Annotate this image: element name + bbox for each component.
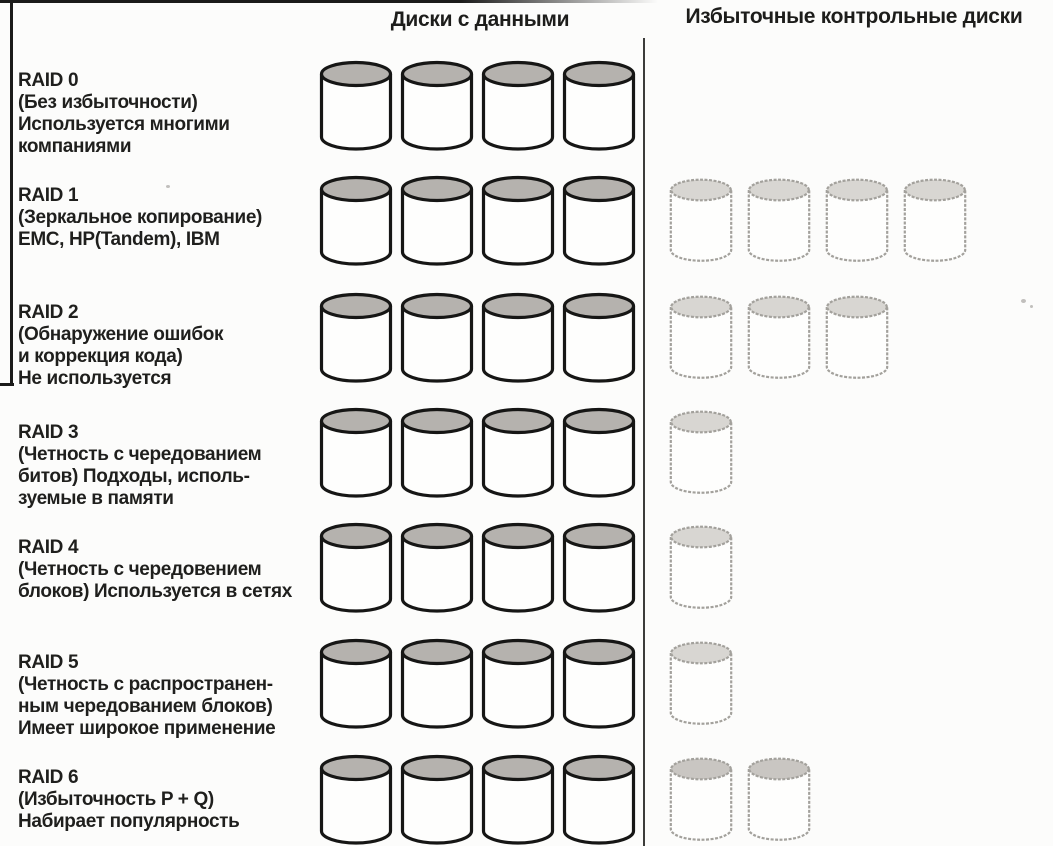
data-disk-cylinder — [318, 407, 394, 499]
data-disk-cylinder — [318, 638, 394, 730]
data-disk-cylinder — [399, 407, 475, 499]
raid-row-label-raid-1 — [18, 185, 318, 251]
check-disk-cylinder — [668, 177, 734, 263]
data-disk-cylinder — [561, 407, 637, 499]
scan-speck — [1021, 299, 1026, 303]
check-disk-cylinder — [824, 177, 890, 263]
check-disks-row-raid-4 — [668, 524, 734, 610]
data-disks-column-header: Диски с данными — [390, 8, 570, 31]
figure-left-border-foot — [0, 383, 14, 386]
data-disks-row-raid-4 — [318, 522, 637, 614]
raid-row-label-raid-4 — [18, 537, 318, 603]
data-disk-cylinder — [399, 638, 475, 730]
check-disks-row-raid-1 — [668, 177, 968, 263]
raid-level-title: RAID 5 — [18, 652, 79, 673]
data-disk-cylinder — [561, 638, 637, 730]
raid-description-line: компаниями — [18, 136, 132, 157]
data-disk-cylinder — [480, 292, 556, 384]
check-disk-cylinder — [668, 640, 734, 726]
raid-description-line: Не используется — [18, 368, 172, 389]
data-disk-cylinder — [561, 522, 637, 614]
raid-level-title: RAID 6 — [18, 767, 79, 788]
raid-row-label-raid-6 — [18, 767, 318, 833]
check-disk-cylinder — [746, 177, 812, 263]
data-disk-cylinder — [399, 60, 475, 152]
check-disk-cylinder — [902, 177, 968, 263]
data-disks-row-raid-5 — [318, 638, 637, 730]
raid-description-line: EMC, HP(Tandem), IBM — [18, 229, 220, 250]
data-disk-cylinder — [399, 292, 475, 384]
data-disk-cylinder — [318, 60, 394, 152]
data-disk-cylinder — [399, 175, 475, 267]
check-disk-cylinder — [668, 409, 734, 495]
raid-row-label-raid-2 — [18, 302, 318, 390]
raid-description-line: ным чередованием блоков) — [18, 696, 273, 717]
raid-description-line: (Без избыточности) — [18, 92, 198, 113]
check-disks-row-raid-3 — [668, 409, 734, 495]
data-disks-row-raid-1 — [318, 175, 637, 267]
check-disks-column-header: Избыточные контрольные диски — [685, 5, 1023, 28]
data-disk-cylinder — [480, 60, 556, 152]
check-disks-row-raid-2 — [668, 294, 890, 380]
raid-row-label-raid-0 — [18, 70, 318, 158]
raid-description-line: Имеет широкое применение — [18, 718, 276, 739]
check-disk-cylinder — [668, 756, 734, 842]
data-disk-cylinder — [480, 638, 556, 730]
raid-level-title: RAID 2 — [18, 302, 79, 323]
data-disk-cylinder — [561, 754, 637, 846]
raid-level-title: RAID 3 — [18, 422, 79, 443]
raid-description-line: Набирает популярность — [18, 811, 240, 832]
scan-speck — [166, 185, 170, 188]
raid-description-line: (Четность с чередовением — [18, 559, 262, 580]
raid-level-title: RAID 0 — [18, 70, 79, 91]
check-disk-cylinder — [668, 524, 734, 610]
raid-description-line: и коррекция кода) — [18, 346, 183, 367]
data-disk-cylinder — [318, 754, 394, 846]
data-disks-row-raid-2 — [318, 292, 637, 384]
check-disk-cylinder — [824, 294, 890, 380]
data-disks-row-raid-3 — [318, 407, 637, 499]
data-disk-cylinder — [318, 522, 394, 614]
figure-top-border — [0, 0, 658, 3]
data-disk-cylinder — [399, 522, 475, 614]
data-disk-cylinder — [480, 754, 556, 846]
data-disks-row-raid-0 — [318, 60, 637, 152]
data-disk-cylinder — [561, 60, 637, 152]
raid-description-line: блоков) Используется в сетях — [18, 581, 293, 602]
check-disk-cylinder — [668, 294, 734, 380]
data-disks-row-raid-6 — [318, 754, 637, 846]
column-divider-line — [643, 38, 645, 846]
raid-description-line: (Четность с чередованием — [18, 444, 262, 465]
data-disk-cylinder — [480, 175, 556, 267]
raid-row-label-raid-5 — [18, 652, 318, 740]
raid-description-line: (Четность с распространен- — [18, 674, 273, 695]
data-disk-cylinder — [480, 407, 556, 499]
raid-level-title: RAID 1 — [18, 185, 79, 206]
data-disk-cylinder — [561, 175, 637, 267]
raid-description-line: зуемые в памяти — [18, 488, 174, 509]
check-disks-row-raid-6 — [668, 756, 812, 842]
raid-description-line: (Избыточность P + Q) — [18, 789, 214, 810]
data-disk-cylinder — [480, 522, 556, 614]
raid-row-label-raid-3 — [18, 422, 318, 510]
raid-level-title: RAID 4 — [18, 537, 79, 558]
data-disk-cylinder — [318, 292, 394, 384]
check-disks-row-raid-5 — [668, 640, 734, 726]
raid-description-line: (Зеркальное копирование) — [18, 207, 263, 228]
raid-description-line: Используется многими — [18, 114, 230, 135]
scan-speck — [1030, 305, 1033, 308]
data-disk-cylinder — [399, 754, 475, 846]
figure-left-border — [10, 0, 13, 385]
check-disk-cylinder — [746, 294, 812, 380]
data-disk-cylinder — [318, 175, 394, 267]
raid-description-line: битов) Подходы, исполь- — [18, 466, 250, 487]
data-disk-cylinder — [561, 292, 637, 384]
raid-description-line: (Обнаружение ошибок — [18, 324, 224, 345]
check-disk-cylinder — [746, 756, 812, 842]
